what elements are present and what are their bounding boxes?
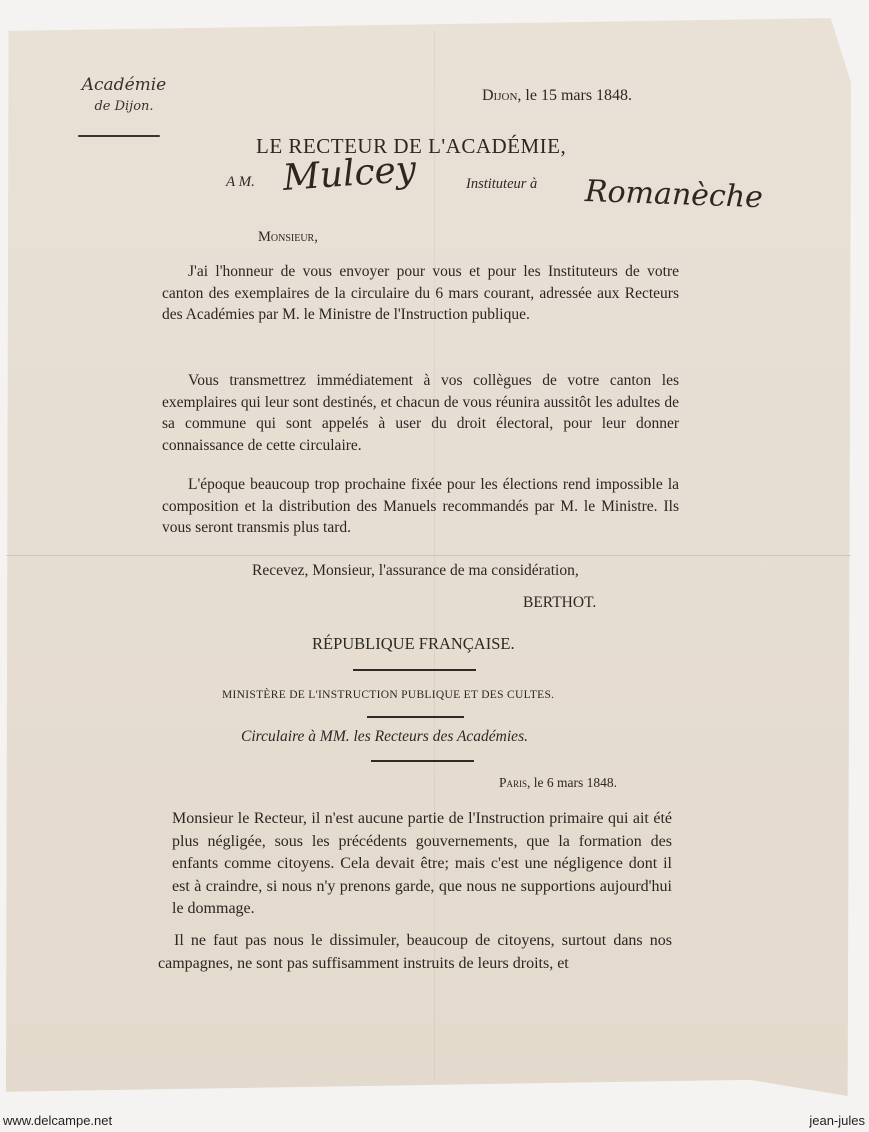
watermark-right: jean-jules [809, 1113, 865, 1128]
instituteur-label: Instituteur à [466, 176, 538, 192]
divider [367, 716, 464, 718]
academie-stamp [74, 74, 174, 118]
watermark-left: www.delcampe.net [3, 1113, 113, 1128]
ministry-heading: MINISTÈRE DE L'INSTRUCTION PUBLIQUE ET DES CULTES. [222, 689, 555, 701]
republic-heading: RÉPUBLIQUE FRANÇAISE. [312, 634, 515, 653]
divider [371, 760, 474, 762]
divider [353, 669, 476, 671]
letter-paragraph-3: L'époque beaucoup trop prochaine fixée pour les élections rend impossible la composition et la distribution des Manuels recommandés par M. le Ministre. Ils vous seront transmis plus tard. [162, 476, 679, 536]
closing-line: Recevez, Monsieur, l'assurance de ma considération, [252, 562, 579, 579]
letter-title: LE RECTEUR DE L'ACADÉMIE, [256, 134, 567, 158]
handwritten-place: Romanèche [584, 174, 764, 216]
fold-line [434, 30, 435, 1080]
letter-paragraph-1: J'ai l'honneur de vous envoyer pour vous et pour les Instituteurs de votre canton des exemplaires de la circulaire du 6 mars courant, adressée aux Recteurs des Académies par M. le Ministre de l'Instruction publique. [162, 263, 679, 323]
addressee-prefix: A M. [226, 174, 255, 190]
circular-date-rest: , le 6 mars 1848. [527, 775, 618, 790]
letter-date-rest: , le 15 mars 1848. [517, 87, 633, 104]
circular-date-city: Paris [499, 775, 528, 790]
circular-title: Circulaire à MM. les Recteurs des Académies. [241, 728, 528, 745]
letter-paragraph-2: Vous transmettrez immédiatement à vos collègues de votre canton les exemplaires qui leur sont destinés, et chacun de vous réunira aussitôt les adultes de sa commune qui sont appelés à user du droit électoral, pour leur donner connaissance de cette circulaire. [162, 372, 679, 454]
letter-date [482, 87, 632, 105]
circular-paragraph-1: Monsieur le Recteur, il n'est aucune partie de l'Instruction primaire qui ait été plus négligée, sous les précédents gouvernements, que la formation des enfants comme citoyens. Cela devait être; mais c'est une négligence dont il est à craindre, si nous n'y prenons garde, que nous ne supportions aujourd'hui le dommage. [172, 810, 672, 917]
letter-date-city: Dijon [482, 87, 518, 104]
signature: BERTHOT. [523, 594, 597, 611]
salutation: Monsieur, [258, 229, 318, 245]
stamp-line-1: Académie [81, 75, 167, 95]
circular-paragraph-2: Il ne faut pas nous le dissimuler, beaucoup de citoyens, surtout dans nos campagnes, ne sont pas suffisamment instruits de leurs droits, et [158, 932, 672, 972]
handwritten-name: Mulcey [281, 148, 418, 199]
circular-date [499, 775, 617, 791]
stamp-underline [78, 135, 160, 137]
fold-line [6, 555, 851, 556]
stamp-line-2: de Dijon. [94, 99, 154, 114]
